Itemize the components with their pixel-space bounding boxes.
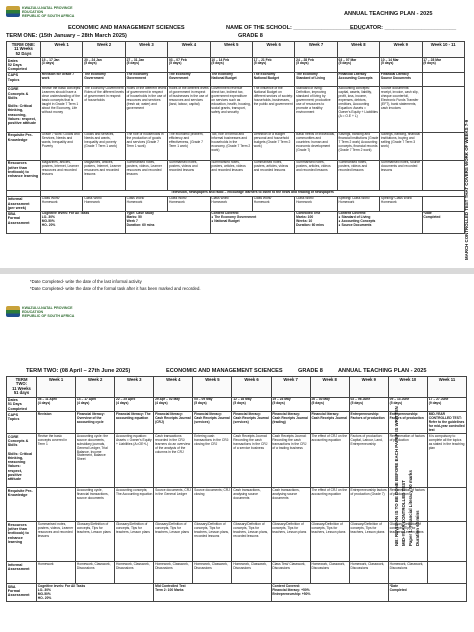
row-label: CAPS Topics <box>7 412 37 434</box>
table-cell: The Economy Government <box>125 72 167 86</box>
table-cell: Summarised notes, posters, videos, Learner resources and recorded lessons <box>37 522 76 562</box>
table-row <box>7 584 467 602</box>
table-cell <box>427 488 466 522</box>
table-cell: Week 6 <box>252 42 294 58</box>
table-row <box>7 160 465 190</box>
table-cell: Magazines, articles, posters, Internet, Learner resources and recorded lessons <box>83 160 125 190</box>
table-cell: Grade 7 work: Goods and Services, Needs and wants, Inequality and Poverty <box>41 132 83 160</box>
table-cell: The role of households in the production of goods and services (Grade 7 Term 1 work) <box>125 132 167 160</box>
table-cell: Glossary/Definition of concepts, Tips for teachers, Lesson plans <box>349 522 388 562</box>
page2-side-note-duration: Duration 60 mins <box>415 510 420 546</box>
page1-school-field[interactable]: NAME OF THE SCHOOL: _______________________ <box>226 25 365 31</box>
table-cell: Week 10 - 11 <box>422 42 464 58</box>
table-cell: 10 – 14 Mar (5 days) <box>380 57 422 72</box>
table-cell: Factors of production: Capital, Labour, Land, Entrepreneurship <box>349 434 388 488</box>
table-cell: 17 – 28 Mar (9 days) <box>422 57 464 72</box>
table-cell: Homework, Classwork, Discussions <box>193 562 232 584</box>
table-cell: Summarised notes, posters, videos, Learner resources and recorded lessons <box>125 160 167 190</box>
page2-term-line: TERM TWO: (08 April – 27th June 2025) <box>26 368 131 374</box>
table-row <box>7 42 465 58</box>
table-cell: 29 Apr – 02 May (4 days) <box>154 397 193 412</box>
table-cell: Cash Receipts Journal: Recording the cash transactions in the CRJ of a trading business <box>271 434 310 488</box>
table-cell: Week 4 <box>154 377 193 398</box>
table-cell: Week 9 <box>380 42 422 58</box>
table-cell: 19 – 23 May (5 days) <box>271 397 310 412</box>
page1-grade: GRADE 8 <box>238 33 263 39</box>
sba-content-covered: Content Covered: Financial literacy: +50% Entrepreneurship: +50% <box>271 584 388 602</box>
table-cell: 24 – 28 Feb (5 days) <box>295 57 337 72</box>
table-cell: Week 2 <box>76 377 115 398</box>
page1-footnote-1: *Date Completed- write the date of the last informal activity <box>30 279 142 284</box>
table-cell: Savings, banking, financial institutions, buying and selling (Grade 7 Term 3 work) <box>380 132 422 160</box>
table-cell: Week 9 <box>349 377 388 398</box>
table-cell: Homework, Classwork, Discussions <box>349 562 388 584</box>
table-cell: Basic needs of individuals, communities and countries: human and economic development (Grade 7) <box>295 132 337 160</box>
table-cell: The Economy National Budget <box>210 72 252 86</box>
kzn-education-logo-2 <box>6 306 74 318</box>
table-cell: Homework, Classwork, Discussions <box>232 562 271 584</box>
row-label: Informal Assessment <box>7 562 37 584</box>
table-cell: Summarised notes, posters, articles, videos and recorded lessons <box>252 160 294 190</box>
sba-midyear-test: Mid Controlled Test Term 2: 100 Marks <box>154 584 271 602</box>
table-row <box>7 562 467 584</box>
table-cell: 10 – 14 Feb (5 days) <box>210 57 252 72</box>
table-cell: Summarised notes, source documents and recorded lessons <box>380 160 422 190</box>
table-cell: Accounting concepts; The Accounting equation <box>115 488 154 522</box>
page2-side-note-revision: NB: REVISION IS TO BE DONE BEFORE EACH PAPER IS WRITTEN <box>394 406 399 546</box>
sba-cognitive-levels: Cognitive levels: For All Tasks LO- 30% MO-50% HO- 20% <box>41 211 126 233</box>
table-cell: The Economy Government <box>83 72 125 86</box>
table-cell: Accounting cycle: the source documents, subsidiary journals, General Ledger, Trial Balance, Income Statement, Balance Sheet <box>76 434 115 488</box>
table-cell: 03 – 07 Mar (5 days) <box>337 57 379 72</box>
table-cell: Class Work/ Homework <box>168 196 210 211</box>
row-label: SBA Formal Assessment <box>7 584 37 602</box>
table-cell: Glossary/Definition of concepts, Tips for teachers, Lesson plans <box>388 522 427 562</box>
table-row <box>7 196 465 211</box>
table-cell: 27 – 31 Jan (5 days) <box>125 57 167 72</box>
table-cell: Cash transactions, analysing source documents <box>271 488 310 522</box>
table-cell: Homework, Classwork, Discussions <box>310 562 349 584</box>
table-cell: Revision for Grade 7 work <box>41 72 83 86</box>
table-cell: Week 1 <box>41 42 83 58</box>
table-cell: 12 – 16 May (5 days) <box>232 397 271 412</box>
table-cell: Glossary/Definition of concepts, Tips for teachers, Lesson plans <box>310 522 349 562</box>
table-cell <box>422 72 464 86</box>
table-cell: 08 – 11 April (4 days) <box>37 397 76 412</box>
table-cell: Week 7 <box>295 42 337 58</box>
table-cell: Financial literacy: Cash Receipts Journal (services) <box>232 412 271 434</box>
table-cell: Tax, role of formal and informal businesses and households in the economy, (Grade 7 Term 2 work) <box>210 132 252 160</box>
table-cell: Week 4 <box>168 42 210 58</box>
row-label: TERM TWO: 11 Weeks 51 days <box>7 377 37 398</box>
table-cell: Week 3 <box>125 42 167 58</box>
page2-side-note-paper1: Paper 1: Financial Literacy 50 marks <box>408 470 413 546</box>
table-cell: The Economy Government <box>168 72 210 86</box>
table-cell: Accounting cycle, financial transactions, source documents <box>76 488 115 522</box>
table-row <box>7 72 465 86</box>
page2-side-note-midyear: MID-YEAR CONTROLLED TEST <box>401 480 406 546</box>
table-cell: Roles of the different levels of government in respect of households in the use of resources and services (fresh air, water) and government <box>125 86 167 132</box>
table-cell: Cash Receipts Journal: Recording the cash transactions in the CRJ of a service business <box>232 434 271 488</box>
table-row <box>7 377 467 398</box>
row-label: Informal Assessment (per week) <box>7 196 41 211</box>
table-cell: Class Work/ Homework <box>252 196 294 211</box>
term-one-plan-table <box>6 41 465 234</box>
table-cell: Summarised notes, posters, articles, videos and recorded lessons <box>295 160 337 190</box>
table-cell: Summarised notes, posters, videos and recorded lessons <box>337 160 379 190</box>
table-cell: 05 – 09 May (5 days) <box>193 397 232 412</box>
sba-task-1: Type: Case Study Marks: 50 Week 7 Duration: 60 mins <box>125 211 210 233</box>
sba-date-completed: *Date Completed <box>422 211 464 233</box>
row-label: CORE Concepts & Skills Skills: Critical thinking, reasoning, Values: respect, positive attitude <box>7 86 41 132</box>
page1-educator-field[interactable]: EDUCATOR: _______________________ <box>350 25 457 31</box>
table-cell: Entering cash transactions in the CRJ: closing the CRJ <box>193 434 232 488</box>
row-label: Requisite Pre-Knowledge <box>7 488 37 522</box>
table-cell: Class Work/ Homework <box>210 196 252 211</box>
table-row <box>7 57 465 72</box>
table-cell <box>422 86 464 132</box>
table-cell: Homework, Classwork, Discussions <box>388 562 427 584</box>
table-cell: The influence of the National Budget on different sectors of society: households, businesses, the public and government <box>252 86 294 132</box>
table-cell: Magazines, articles, posters, Internet, Learner resources and recorded lessons <box>41 160 83 190</box>
table-cell: 09 – 13 June (5 days) <box>388 397 427 412</box>
table-cell: Financial literacy: Cash Receipts Journal (services) <box>193 412 232 434</box>
table-cell: Homework, Classwork, Discussions <box>154 562 193 584</box>
page2-grade: GRADE 8 <box>298 368 323 374</box>
table-cell: Spelling/ Class Work/ Homework <box>380 196 422 211</box>
table-cell: Class Work/ Homework <box>295 196 337 211</box>
row-label: Requisite Pre-Knowledge <box>7 132 41 160</box>
table-cell: Entrepreneurship: Factors of production <box>349 412 388 434</box>
table-cell: Week 5 <box>210 42 252 58</box>
page1-footnote-2: *Date Completed- write the date of the formal task after it has been marked and recorded. <box>30 286 201 291</box>
table-cell: Financial literacy: Cash Receipts Journal (trading) <box>271 412 310 434</box>
table-cell: 22 – 25 April (4 days) <box>115 397 154 412</box>
table-cell: Government revenue direct tax, indirect tax, government expenditure on services such as education, health, housing, social grants, transport, safety and security <box>210 86 252 132</box>
table-cell: Revise the basic concepts covered in Term 1 <box>37 434 76 488</box>
table-cell: Cash transactions recorded in the CRJ: learners do an overview of the analysis of the columns in the CRJ <box>154 434 193 488</box>
logo-line-1: KWAZULU-NATAL PROVINCE <box>22 6 73 10</box>
table-cell: Remuneration of factors of production <box>388 434 427 488</box>
table-cell: Source documents, CRJ in the General Ledger <box>154 488 193 522</box>
table-cell: Source documents: receipt, invoice, cash slip, cheque counterfoil, Electronic Funds Transfer (EFT), bank statements, cash invoices <box>380 86 422 132</box>
table-cell <box>422 132 464 160</box>
table-cell: Week 10 <box>388 377 427 398</box>
page1-side-note: MARCH CONTROLLED TEST THAT COVERS WORK OF WEEKS 7-9 <box>464 119 469 260</box>
table-cell: Week 6 <box>232 377 271 398</box>
page2-plan-title: ANNUAL TEACHING PLAN - 2025 <box>338 368 427 374</box>
row-label: TERM ONE: 11 Weeks 52 Days <box>7 42 41 58</box>
table-cell: Financial literacy: Cash Receipts Journal <box>310 412 349 434</box>
table-cell: 20 – 24 Jan (5 days) <box>83 57 125 72</box>
page1-plan-title: ANNUAL TEACHING PLAN - 2025 <box>344 11 433 17</box>
sba-task-2: Controlled Test Marks: 100 Weeks: 10 Duration: 60 mins <box>295 211 337 233</box>
table-cell: Glossary/Definition of concepts, Tips for teachers, Lesson plans <box>115 522 154 562</box>
table-cell <box>37 488 76 522</box>
logo-line-2: EDUCATION <box>22 310 44 314</box>
table-cell: Roles of the different levels of government in respect of businesses in the use of resources and services (land, labour, capital) <box>168 86 210 132</box>
table-cell: Week 7 <box>271 377 310 398</box>
table-cell <box>427 562 466 584</box>
table-cell: Cash transactions, analysing source documents <box>232 488 271 522</box>
table-row <box>7 211 465 233</box>
page-separator <box>0 268 474 274</box>
table-cell: Revision <box>37 412 76 434</box>
table-cell: Financial Literacy Accounting Concepts <box>337 72 379 86</box>
table-cell: Accounting concepts: capital, assets, liability, profit, loss, income, expenses, debtors, creditors, Accounting Equation: Assets = Owner's Equity + Liabilities (A = O.E + L) <box>337 86 379 132</box>
table-cell: It is compulsory to complete all the topics as stated in the teaching plan <box>427 434 466 488</box>
logo-line-1: KWAZULU-NATAL PROVINCE <box>22 306 73 310</box>
table-row <box>7 132 465 160</box>
term-two-page <box>0 300 474 632</box>
row-label: Dates 51 Days Completed <box>7 397 37 412</box>
table-cell: Savings, banking and financial institutions (Grade 7 Term 2 work) Accounting concepts, financial records (Grade 7 Term 2 work) <box>337 132 379 160</box>
coat-of-arms-icon <box>6 306 20 317</box>
row-label: CAPS Topics <box>7 72 41 86</box>
table-cell: The Economy National Budget <box>252 72 294 86</box>
table-cell: The Economy Standard of Living <box>295 72 337 86</box>
table-cell: Class Test/ Classwork, Discussions <box>271 562 310 584</box>
table-cell: Homework, Classwork, Discussions <box>115 562 154 584</box>
table-cell: MID-YEAR CONTROLLED TEST: Refer to the guidelines for mid-year controlled test <box>427 412 466 434</box>
logo-line-2: EDUCATION <box>22 10 44 14</box>
term-one-page <box>0 0 474 300</box>
table-cell: Class Work/ Homework <box>83 196 125 211</box>
logo-line-3: REPUBLIC OF SOUTH AFRICA <box>22 14 75 18</box>
table-cell: 14 – 17 April (4 days) <box>76 397 115 412</box>
table-cell <box>427 522 466 562</box>
table-cell: The effect of CRJ on the accounting equation <box>310 434 349 488</box>
table-cell <box>422 160 464 190</box>
table-cell: Glossary/Definition of concepts, Tips for teachers, Lesson plans <box>271 522 310 562</box>
table-cell: Entrepreneurship factors of production (Grade 7) <box>349 488 388 522</box>
row-label: Dates 52 Days Completed <box>7 57 41 72</box>
table-cell: 26 – 30 May (5 days) <box>310 397 349 412</box>
table-cell <box>422 196 464 211</box>
table-cell: Financial literacy: Overview of the accounting cycle <box>76 412 115 434</box>
resources-note: Television, newspapers and radio – encourage learners to listen to the news and reading of newspapers <box>41 190 465 196</box>
table-cell: Goods and services, Needs and wants, Inequality and poverty (Grade 7 Term 1 work) <box>83 132 125 160</box>
table-cell: Week 1 <box>37 377 76 398</box>
sba-content-1: Content Covered: ● The Economy Government ● National Budget <box>210 211 295 233</box>
page1-term-line: TERM ONE: (15th January – 28th March 2025) <box>6 33 127 39</box>
table-cell: Entrepreneurship: Factors of production <box>388 412 427 434</box>
table-cell: Week 5 <box>193 377 232 398</box>
row-label: SBA Formal Assessment <box>7 211 41 233</box>
table-cell: Financial literacy: Cash Receipts Journal (CRJ) <box>154 412 193 434</box>
logo-line-3: REPUBLIC OF SOUTH AFRICA <box>22 314 75 318</box>
page2-subject-line: ECONOMIC AND MANAGEMENT SCIENCES <box>166 368 283 374</box>
table-cell: Homework <box>37 562 76 584</box>
table-cell: Glossary/Definition of concepts, Tips for teachers, Lesson plans, recorded lessons <box>232 522 271 562</box>
table-cell: The Economy Government Roles of the different levels of government in respect of households <box>83 86 125 132</box>
table-cell: Class Work/ Homework <box>125 196 167 211</box>
table-cell: Accounting equation: Assets = Owner's Equity + Liabilities (A=OE+L) <box>115 434 154 488</box>
table-cell: Glossary/Definition of concepts, Tips for teachers, Lesson plans <box>154 522 193 562</box>
row-label: Resources (other than textbook) to enhance learning <box>7 160 41 190</box>
table-row <box>7 86 465 132</box>
sba-date-completed: *Date Completed <box>388 584 466 602</box>
table-cell: Week 8 <box>310 377 349 398</box>
table-cell: Remuneration of factors of production <box>388 488 427 522</box>
table-cell: Revise the basic concepts: Learners should have a clear understanding of the basic concepts that is taught in Grade 7 Term 1 about the Economy, Life without money <box>41 86 83 132</box>
table-cell: 17 – 27 June (9 days) <box>427 397 466 412</box>
table-cell: The effect of CRJ on the accounting equation <box>310 488 349 522</box>
table-cell: Financial literacy: The accounting equation <box>115 412 154 434</box>
table-cell: Class Work/ Homework <box>41 196 83 211</box>
table-cell: Glossary/Definition of concepts, Tips for teachers, Lesson plans <box>76 522 115 562</box>
table-cell: 15 – 17 Jan (3 days) <box>41 57 83 72</box>
page1-subject-line: ECONOMIC AND MANAGEMENT SCIENCES <box>68 25 185 31</box>
table-cell: Standard of living: Definition, improving standard of living by government; productive use of resources to promote a healthy environment <box>295 86 337 132</box>
table-cell: The economic problem, efficiency and effectiveness, (Grade 7 Term 1 work) <box>168 132 210 160</box>
row-label: Resources (other than textbook) to enhance learning <box>7 522 37 562</box>
table-cell: Financial Literacy Source Documents <box>380 72 422 86</box>
kzn-education-logo <box>6 6 74 18</box>
table-cell: Summarised notes, posters, videos and recorded lessons <box>168 160 210 190</box>
table-cell: Week 11 <box>427 377 466 398</box>
table-cell: 03 – 07 Feb (5 days) <box>168 57 210 72</box>
table-cell: Glossary/Definition of concepts, Tips for teachers, Lesson plans, recorded lessons <box>193 522 232 562</box>
table-cell: Week 8 <box>337 42 379 58</box>
table-cell: Definition of a budget personal and household budgets (Grade 7 Term 2 work) <box>252 132 294 160</box>
table-cell: 02 – 06 June (5 days) <box>349 397 388 412</box>
table-cell: Source documents; CRJ closing <box>193 488 232 522</box>
table-cell: 17 – 21 Feb (5 days) <box>252 57 294 72</box>
table-cell: Spelling/ Class Work/ Homework <box>337 196 379 211</box>
table-cell: Week 2 <box>83 42 125 58</box>
row-label: CORE Concepts & Skills Skills: Critical thinking, reasoning Values: respect, positive attitude <box>7 434 37 488</box>
sba-cognitive-levels: Cognitive levels: For All Tasks LO- 30% MO-50% HO- 20% <box>37 584 154 602</box>
table-cell: Summarised notes, posters, articles, videos and recorded lessons <box>210 160 252 190</box>
table-cell: Week 3 <box>115 377 154 398</box>
sba-content-2: Content Covered: ● Standard of Living ● Accounting Concepts ● Source Documents <box>337 211 422 233</box>
table-cell: Homework, Classwork, Discussions <box>76 562 115 584</box>
coat-of-arms-icon <box>6 6 20 17</box>
